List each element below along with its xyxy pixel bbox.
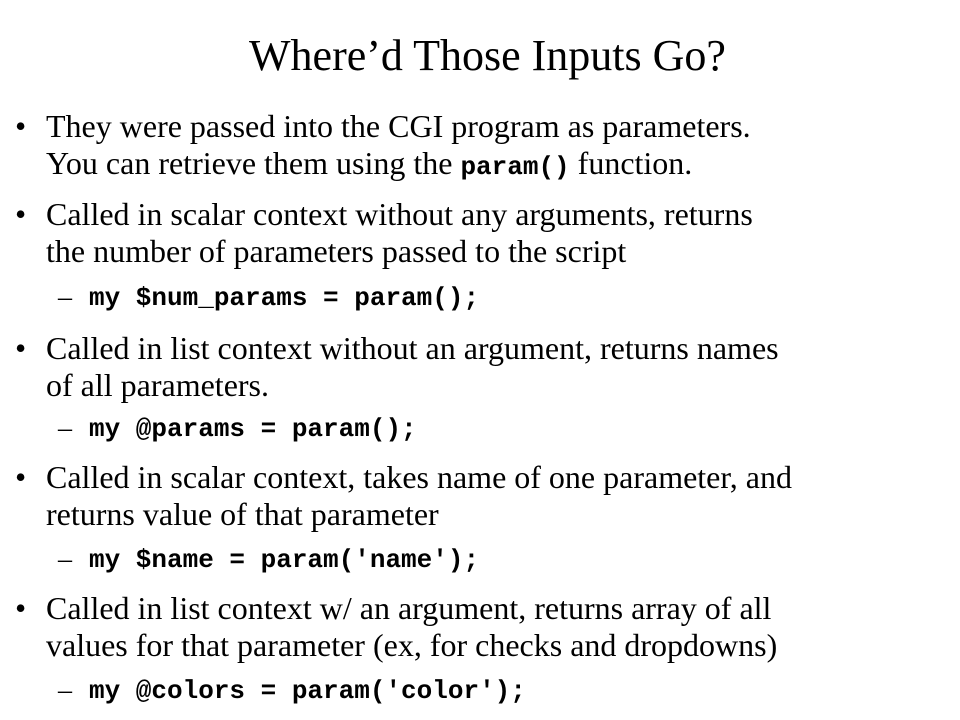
bullet-line: values for that parameter (ex, for checks and dropdowns) bbox=[46, 627, 778, 663]
bullet-text bbox=[46, 459, 946, 533]
code-example-text: my $num_params = param(); bbox=[89, 283, 480, 313]
code-example-text: my @colors = param('color'); bbox=[89, 676, 526, 706]
bullet-line: Called in scalar context without any arguments, returns bbox=[46, 196, 753, 232]
bullet-marker: • bbox=[15, 590, 27, 626]
dash-marker: – bbox=[58, 282, 72, 313]
bullet-line: They were passed into the CGI program as parameters. bbox=[46, 108, 751, 144]
inline-code: param() bbox=[460, 152, 570, 182]
bullet-text bbox=[46, 196, 946, 270]
bullet-text-fragment: function. bbox=[569, 145, 693, 181]
bullet-line: Called in list context without an argument, returns names bbox=[46, 330, 779, 366]
slide-title: Where’d Those Inputs Go? bbox=[249, 31, 726, 80]
bullet-text bbox=[46, 108, 946, 186]
bullet-marker: • bbox=[15, 108, 27, 144]
code-example-text: my @params = param(); bbox=[89, 414, 417, 444]
dash-marker: – bbox=[58, 675, 72, 706]
bullet-text bbox=[46, 330, 946, 404]
bullet-marker: • bbox=[15, 459, 27, 495]
bullet-line: Called in scalar context, takes name of one parameter, and bbox=[46, 459, 792, 495]
bullet-line: of all parameters. bbox=[46, 367, 269, 403]
bullet-line: the number of parameters passed to the script bbox=[46, 233, 627, 269]
bullet-text bbox=[46, 590, 946, 664]
bullet-marker: • bbox=[15, 196, 27, 232]
bullet-line bbox=[46, 145, 946, 186]
code-example-text: my $name = param('name'); bbox=[89, 545, 480, 575]
dash-marker: – bbox=[58, 413, 72, 444]
bullet-text-fragment: You can retrieve them using the bbox=[46, 145, 461, 181]
bullet-line: Called in list context w/ an argument, returns array of all bbox=[46, 590, 772, 626]
bullet-line: returns value of that parameter bbox=[46, 496, 439, 532]
bullet-marker: • bbox=[15, 330, 27, 366]
dash-marker: – bbox=[58, 544, 72, 575]
